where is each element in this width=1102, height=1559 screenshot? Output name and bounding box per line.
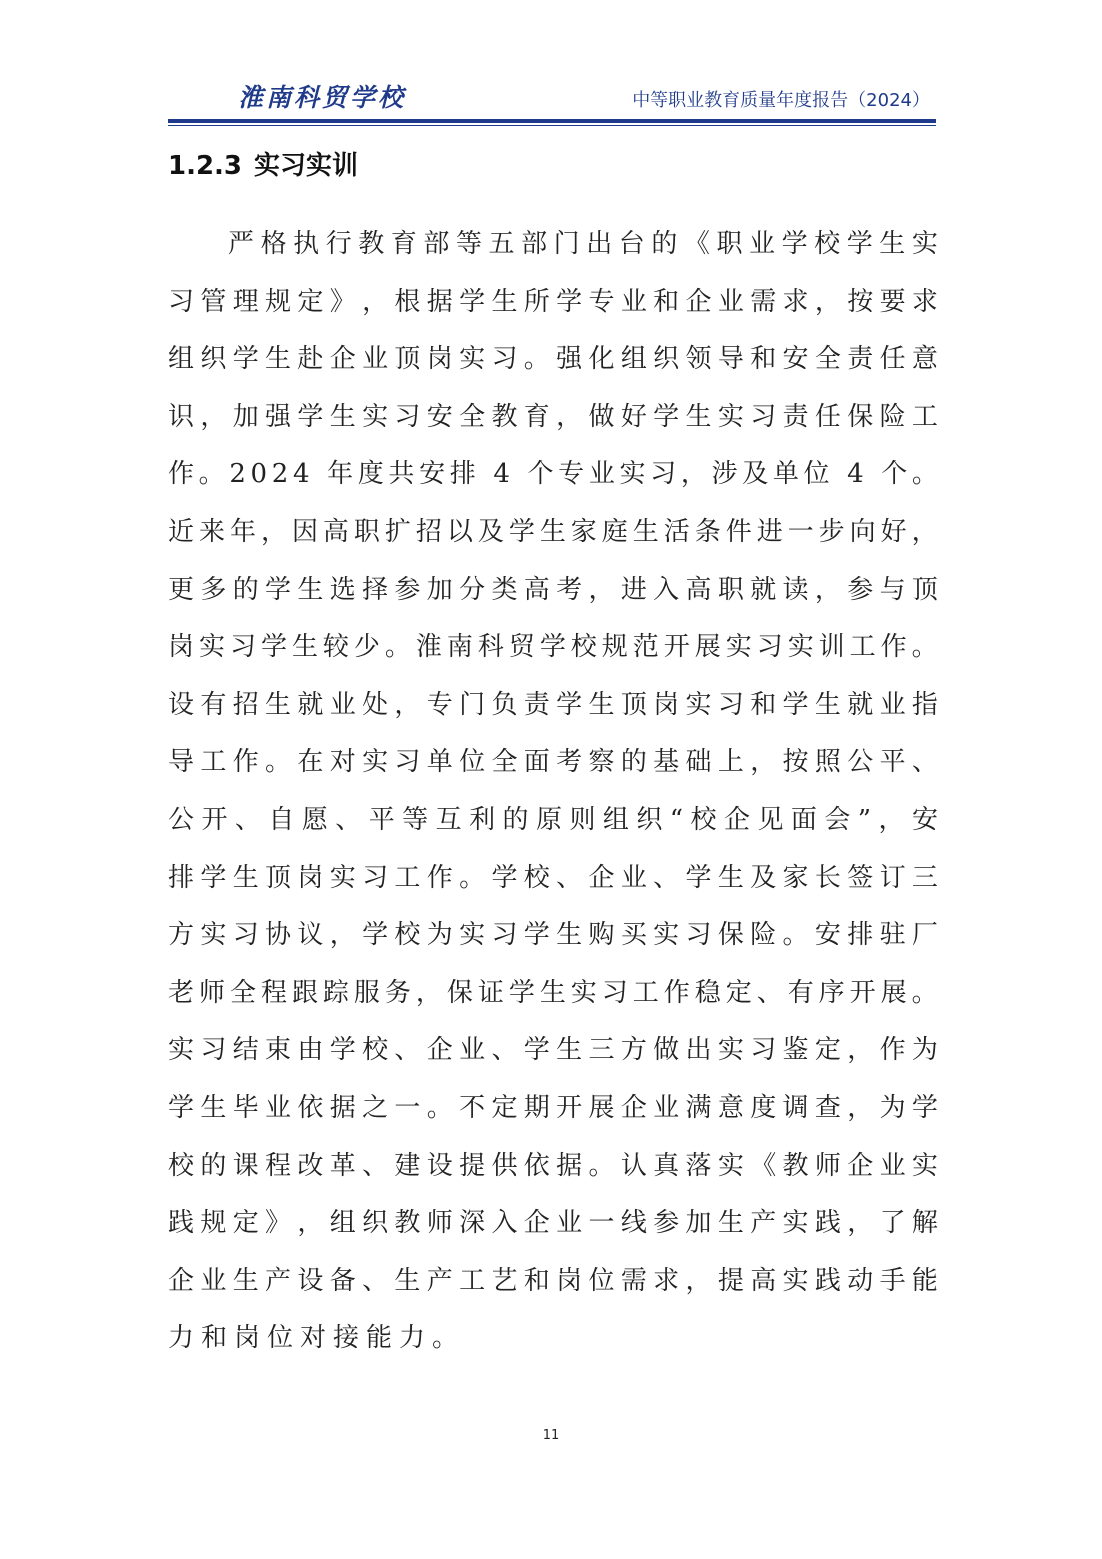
body-line: 公 开 、 自 愿 、 平 等 互 利 的 原 则 组 织 “ 校 企 见 面 会 ” ， 安 (168, 804, 938, 835)
body-text (168, 216, 938, 1368)
header-rule-thin (168, 125, 936, 126)
body-line: 组 织 学 生 赴 企 业 顶 岗 实 习 。 强 化 组 织 领 导 和 安 全 责 任 意 (168, 344, 938, 375)
body-line: 学 生 毕 业 依 据 之 一 。 不 定 期 开 展 企 业 满 意 度 调 查 ， 为 学 (168, 1092, 938, 1123)
body-line: 识 ， 加 强 学 生 实 习 安 全 教 育 ， 做 好 学 生 实 习 责 任 保 险 工 (168, 401, 938, 432)
body-line: 实 习 结 束 由 学 校 、 企 业 、 学 生 三 方 做 出 实 习 鉴 定 ， 作 为 (168, 1035, 938, 1066)
body-line: 企 业 生 产 设 备 、 生 产 工 艺 和 岗 位 需 求 ， 提 高 实 践 动 手 能 (168, 1265, 938, 1296)
body-line: 设 有 招 生 就 业 处 ， 专 门 负 责 学 生 顶 岗 实 习 和 学 生 就 业 指 (168, 689, 938, 720)
body-line: 习 管 理 规 定 》 ， 根 据 学 生 所 学 专 业 和 企 业 需 求 ， 按 要 求 (168, 286, 938, 317)
body-line: 力和岗位对接能力。 (168, 1323, 466, 1354)
body-line: 方 实 习 协 议 ， 学 校 为 实 习 学 生 购 买 实 习 保 险 。 安 排 驻 厂 (168, 920, 938, 951)
body-line: 践 规 定 》 ， 组 织 教 师 深 入 企 业 一 线 参 加 生 产 实 践 ， 了 解 (168, 1208, 938, 1239)
body-line: 严 格 执 行 教 育 部 等 五 部 门 出 台 的 《 职 业 学 校 学 生 实 (228, 229, 938, 259)
body-line: 更 多 的 学 生 选 择 参 加 分 类 高 考 ， 进 入 高 职 就 读 ， 参 与 顶 (168, 574, 938, 605)
section-title: 实习实训 (254, 151, 359, 181)
school-name-logo: 淮南科贸学校 (238, 83, 407, 112)
page-number: 11 (542, 1428, 560, 1443)
header-rule-thick (168, 119, 936, 123)
report-title: 中等职业教育质量年度报告（2024） (632, 90, 930, 111)
page-header (168, 78, 936, 116)
body-line: 老 师 全 程 跟 踪 服 务 ， 保 证 学 生 实 习 工 作 稳 定 、 有 序 开 展 。 (168, 977, 938, 1008)
body-line: 排 学 生 顶 岗 实 习 工 作 。 学 校 、 企 业 、 学 生 及 家 长 签 订 三 (168, 862, 938, 893)
body-line: 导 工 作 。 在 对 实 习 单 位 全 面 考 察 的 基 础 上 ， 按 照 公 平 、 (168, 747, 938, 778)
body-line: 岗 实 习 学 生 较 少 。 淮 南 科 贸 学 校 规 范 开 展 实 习 实 训 工 作 。 (168, 632, 938, 663)
body-line: 近 来 年 ， 因 高 职 扩 招 以 及 学 生 家 庭 生 活 条 件 进 一 步 向 好 ， (168, 516, 938, 547)
body-line: 校 的 课 程 改 革 、 建 设 提 供 依 据 。 认 真 落 实 《 教 师 企 业 实 (168, 1150, 938, 1181)
section-number: 1.2.3 (168, 151, 243, 181)
section-heading (168, 145, 358, 182)
body-line: 作 。 2 0 2 4 年 度 共 安 排 4 个 专 业 实 习 ， 涉 及 单 位 4 个 。 (168, 459, 938, 490)
